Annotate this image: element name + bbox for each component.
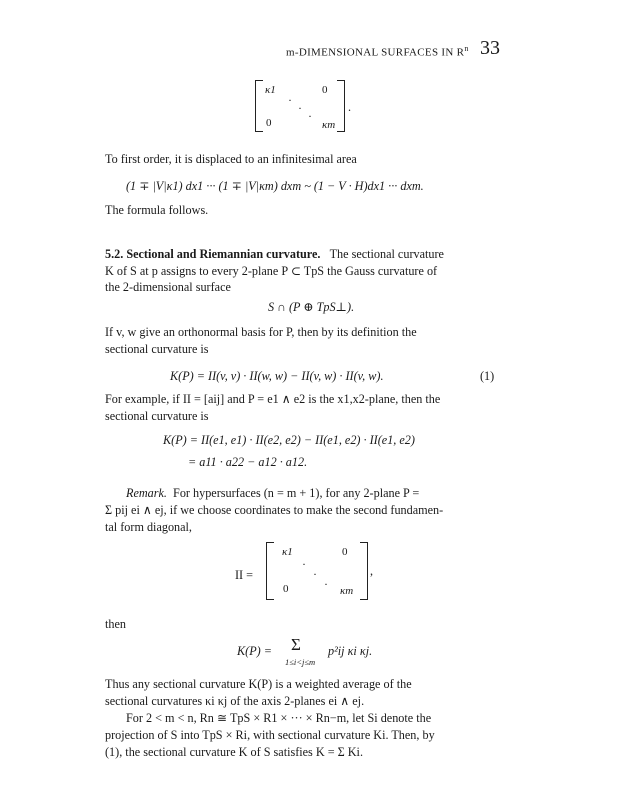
running-header-title: m-DIMENSIONAL SURFACES IN R: [286, 46, 465, 59]
remark-line: [126, 486, 419, 501]
text-line: For 2 < m < n, Rn ≅ TpS × R1 × ··· × Rn−m, let Si denote the: [126, 711, 432, 725]
text-line: For example, if II = [aij] and P = e1 ∧ e2 is the x1,x2-plane, then the: [105, 392, 441, 406]
sum-term: p²ij κi κj.: [328, 644, 373, 658]
text-line: Thus any sectional curvature K(P) is a weighted average of the: [105, 677, 412, 691]
matrix-left-bracket: [266, 542, 274, 600]
equation-1-label: (1): [480, 369, 495, 383]
equation-2-line1: K(P) = II(e1, e1) · II(e2, e2) − II(e1, e2) · II(e1, e2): [163, 433, 415, 447]
equation-surface: S ∩ (P ⊕ TpS⊥).: [268, 300, 355, 314]
running-header-superscript: n: [464, 44, 469, 53]
sum-equation-lhs: K(P) =: [237, 644, 272, 658]
text-line: sectional curvature is: [105, 342, 209, 356]
matrix-cell-kappa1: κ1: [282, 546, 293, 558]
section-heading: 5.2. Sectional and Riemannian curvature.: [105, 247, 321, 261]
equation-1: K(P) = II(v, v) · II(w, w) − II(v, w) · II(v, w).: [170, 369, 384, 383]
text-line: If v, w give an orthonormal basis for P, then by its definition the: [105, 325, 417, 339]
text-line: then: [105, 617, 126, 631]
page-number: 33: [480, 37, 500, 59]
text-line: projection of S into TpS × Ri, with sectional curvature Ki. Then, by: [105, 728, 435, 742]
equation-area: (1 ∓ |V|κ1) dx1 ··· (1 ∓ |V|κm) dxm ~ (1 − V · H)dx1 ··· dxm.: [126, 179, 424, 193]
text-line: (1), the sectional curvature K of S satisfies K = Σ Ki.: [105, 745, 363, 759]
matrix-right-bracket: [360, 542, 368, 600]
sum-sigma: Σ: [291, 635, 301, 654]
matrix-cell-kappam: κm: [322, 119, 336, 131]
matrix-cell-kappam: κm: [340, 585, 354, 597]
matrix-right-bracket: [337, 80, 345, 132]
matrix-cell-zero-bottom: 0: [266, 117, 272, 129]
matrix-trailing-period: .: [348, 100, 352, 114]
section-heading-line: [105, 247, 444, 262]
text-line: Σ pij ei ∧ ej, if we choose coordinates to make the second fundamen-: [105, 503, 444, 517]
text-line: The formula follows.: [105, 203, 209, 217]
remark-text: For hypersurfaces (n = m + 1), for any 2-plane P =: [173, 486, 420, 500]
text-line: K of S at p assigns to every 2-plane P ⊂ TpS the Gauss curvature of: [105, 264, 438, 278]
text-line: To first order, it is displaced to an infinitesimal area: [105, 152, 357, 166]
matrix-left-bracket: [255, 80, 263, 132]
running-header: [286, 44, 469, 59]
matrix-prefix: II =: [235, 568, 254, 582]
matrix-cell-zero-top: 0: [342, 546, 348, 558]
matrix-cell-zero-bottom: 0: [283, 583, 289, 595]
equation-2-line2: = a11 · a22 − a12 · a12.: [188, 455, 308, 469]
text-line: sectional curvatures κi κj of the axis 2-planes ei ∧ ej.: [105, 694, 365, 708]
text-line: tal form diagonal,: [105, 520, 192, 534]
remark-label: Remark.: [126, 486, 167, 500]
text-line: the 2-dimensional surface: [105, 280, 231, 294]
matrix-trailing-comma: ,: [370, 564, 374, 578]
matrix-cell-kappa1: κ1: [265, 84, 276, 96]
matrix-cell-zero-top: 0: [322, 84, 328, 96]
section-intro: The sectional curvature: [329, 247, 444, 261]
sum-range: 1≤i<j≤m: [285, 657, 316, 667]
text-line: sectional curvature is: [105, 409, 209, 423]
